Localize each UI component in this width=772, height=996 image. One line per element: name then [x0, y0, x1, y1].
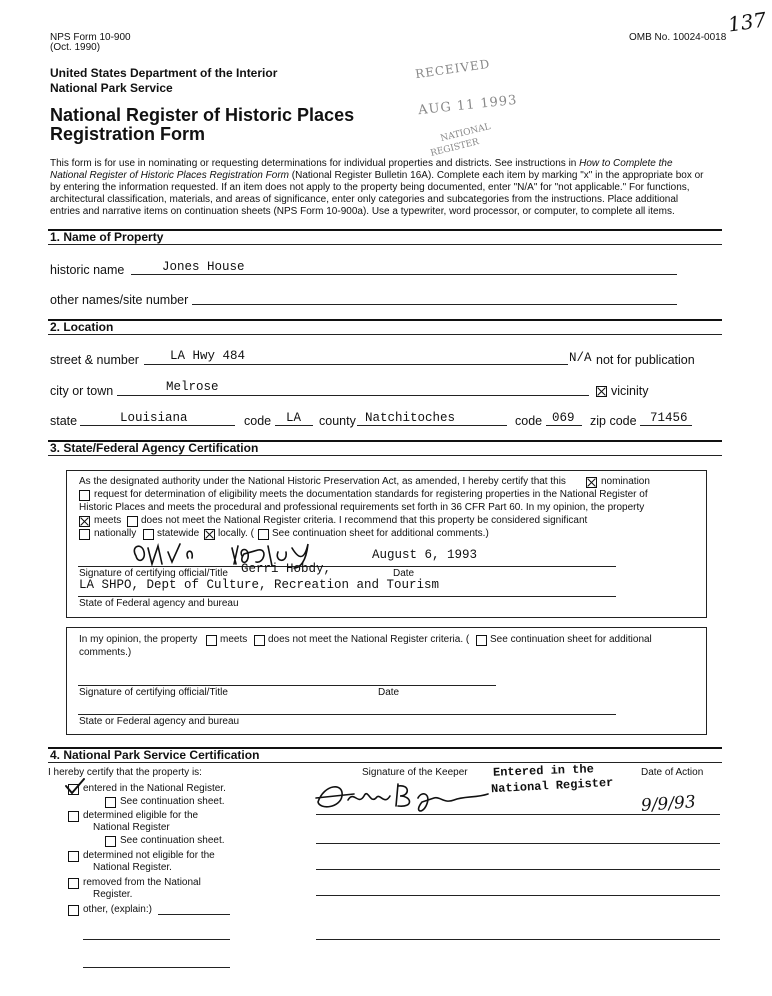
zip-label: zip code	[590, 414, 637, 428]
intro-line4: architectural classification, materials, and areas of significance, enter only categories and subcategories from the instructions. Place additional	[50, 194, 679, 205]
code2-value[interactable]: 069	[552, 411, 575, 425]
keeper-signature	[314, 778, 494, 814]
state-value[interactable]: Louisiana	[120, 411, 188, 425]
street-value[interactable]: LA Hwy 484	[170, 349, 246, 363]
state-label: state	[50, 414, 78, 428]
other-names-field	[192, 304, 677, 305]
code-label: code	[244, 414, 272, 428]
continuation-label: See continuation sheet for additional comments.)	[272, 528, 489, 539]
nationally-label: nationally	[94, 528, 137, 539]
entered-continuation-label: See continuation sheet.	[120, 796, 225, 807]
other-checkbox[interactable]	[68, 905, 79, 916]
historic-name-label: historic name	[50, 263, 125, 277]
cert-date-value[interactable]: August 6, 1993	[372, 548, 478, 562]
not-eligible-label: determined not eligible for the	[83, 850, 215, 861]
locally-label: locally. (	[218, 528, 254, 539]
opinion-line2: comments.)	[79, 647, 132, 658]
agency-value[interactable]: LA SHPO, Dept of Culture, Recreation and Tourism	[79, 578, 440, 592]
nomination-label: nomination	[601, 476, 650, 487]
date-of-action-value: 9/9/93	[640, 792, 697, 816]
agency-line	[78, 714, 616, 715]
received-stamp-date: AUG 11 1993	[417, 92, 519, 119]
not-eligible-checkbox[interactable]	[68, 851, 79, 862]
removed-checkbox[interactable]	[68, 878, 79, 889]
opinion-meets-label: meets	[220, 634, 248, 645]
statewide-label: statewide	[157, 528, 200, 539]
handwritten-page-number: 137	[726, 7, 768, 37]
other-explain-field	[158, 914, 230, 915]
historic-name-value[interactable]: Jones House	[162, 260, 245, 274]
entered-label: entered in the National Register.	[83, 783, 226, 794]
street-label: street & number	[50, 353, 139, 367]
keeper-signature-line	[316, 939, 720, 940]
county-field	[357, 425, 507, 426]
signer-name: Gerri Hobdy,	[241, 562, 332, 576]
code2-field	[546, 425, 582, 426]
entered-stamp-line1: Entered in the	[492, 762, 595, 780]
section3-title: 3. State/Federal Agency Certification	[50, 441, 259, 455]
intro-line2: National Register of Historic Places Registration Form (National Register Bulletin 16A). Complete each item by marking "x" in the appropriate box or	[50, 170, 704, 181]
omb-number: OMB No. 10024-0018	[629, 32, 727, 43]
stamp-national: NATIONAL	[439, 121, 492, 145]
cert-line4: does not meet the National Register criteria. I recommend that this property be considered significant	[141, 515, 588, 526]
date-label: Date	[378, 687, 400, 698]
zip-field	[640, 425, 692, 426]
opinion-continuation-checkbox[interactable]	[476, 635, 487, 646]
other-names-label: other names/site number	[50, 293, 189, 307]
form-title-line1: National Register of Historic Places	[50, 105, 355, 125]
state-field	[80, 425, 235, 426]
na-value[interactable]: N/A	[569, 351, 592, 365]
not-for-publication-label: not for publication	[596, 353, 695, 367]
other-explain-line	[83, 939, 230, 940]
cert-line3: Historic Places and meets the procedural and professional requirements set forth in 36 CFR Part 60. In my opinion, the property	[79, 502, 645, 513]
date-of-action-label: Date of Action	[641, 767, 704, 778]
form-title-line2: Registration Form	[50, 124, 206, 144]
agency-label: State of Federal agency and bureau	[79, 598, 239, 609]
opinion-meets-checkbox[interactable]	[206, 635, 217, 646]
section-underline	[48, 244, 722, 245]
signature-label: Signature of certifying official/Title	[79, 568, 228, 579]
entered-continuation-checkbox[interactable]	[105, 797, 116, 808]
city-label: city or town	[50, 384, 114, 398]
code2-label: code	[515, 414, 543, 428]
section-underline	[48, 762, 722, 763]
meets-label: meets	[94, 515, 122, 526]
intro-line5: entries and narrative items on continuation sheets (NPS Form 10-900a). Use a typewriter, word processor, or computer, to complete all items.	[50, 206, 675, 217]
removed-label-2: Register.	[93, 889, 133, 900]
signature-label: Signature of certifying official/Title	[79, 687, 228, 698]
other-explain-line	[83, 967, 230, 968]
agency: National Park Service	[50, 81, 173, 95]
received-stamp: RECEIVED	[414, 56, 492, 82]
cert-line1: As the designated authority under the National Historic Preservation Act, as amended, I hereby certify that this	[79, 476, 566, 487]
nomination-checkbox[interactable]	[586, 477, 597, 488]
removed-label: removed from the National	[83, 877, 201, 888]
opinion-continuation-label: See continuation sheet for additional	[490, 634, 652, 645]
signature-line	[78, 566, 616, 567]
county-label: county	[319, 414, 356, 428]
section2-title: 2. Location	[50, 320, 114, 334]
zip-value[interactable]: 71456	[650, 411, 688, 425]
keeper-signature-line	[316, 843, 720, 844]
county-value[interactable]: Natchitoches	[365, 411, 456, 425]
keeper-signature-line	[316, 895, 720, 896]
code-value[interactable]: LA	[286, 411, 302, 425]
nationally-checkbox[interactable]	[79, 529, 90, 540]
vicinity-checkbox[interactable]	[596, 386, 607, 397]
agency-label: State or Federal agency and bureau	[79, 716, 240, 727]
eligible-continuation-checkbox[interactable]	[105, 836, 116, 847]
cert-line2: request for determination of eligibility meets the documentation standards for registering properties in the National Register of	[94, 489, 648, 500]
stamp-register: REGISTER	[429, 137, 481, 159]
department: United States Department of the Interior	[50, 66, 278, 80]
meets-checkbox[interactable]	[79, 516, 90, 527]
agency-line	[78, 596, 616, 597]
section-underline	[48, 455, 722, 456]
intro-line1: This form is for use in nominating or requesting determinations for individual properties and districts. See instructions in How to Complete the	[50, 158, 673, 169]
determination-request-checkbox[interactable]	[79, 490, 90, 501]
eligible-label: determined eligible for the	[83, 810, 199, 821]
keeper-signature-line	[316, 869, 720, 870]
date-label: Date	[393, 568, 415, 579]
eligible-label-2: National Register	[93, 822, 170, 833]
signature-line	[78, 685, 496, 686]
section-underline	[48, 334, 722, 335]
intro-line3: by entering the information requested. If an item does not apply to the property being documented, enter "N/A" for "not applicable." For functions,	[50, 182, 690, 193]
section-divider	[48, 319, 722, 321]
does-not-meet-checkbox[interactable]	[127, 516, 138, 527]
section4-title: 4. National Park Service Certification	[50, 748, 260, 762]
street-field	[144, 364, 568, 365]
certify-label: I hereby certify that the property is:	[48, 767, 202, 778]
city-field	[117, 395, 589, 396]
form-number: NPS Form 10-900	[50, 32, 131, 43]
opinion-not-meet-label: does not meet the National Register criteria. (	[268, 634, 470, 645]
eligible-checkbox[interactable]	[68, 811, 79, 822]
city-value[interactable]: Melrose	[166, 380, 219, 394]
eligible-continuation-label: See continuation sheet.	[120, 835, 225, 846]
opinion-line1: In my opinion, the property	[79, 634, 198, 645]
keeper-signature-label: Signature of the Keeper	[362, 767, 468, 778]
keeper-signature-line	[316, 814, 720, 815]
opinion-not-meet-checkbox[interactable]	[254, 635, 265, 646]
section1-title: 1. Name of Property	[50, 230, 164, 244]
other-label: other, (explain:)	[83, 904, 152, 915]
entered-stamp-line2: National Register	[490, 775, 614, 797]
code-field	[275, 425, 313, 426]
historic-name-field	[131, 274, 677, 275]
form-date: (Oct. 1990)	[50, 42, 101, 53]
not-eligible-label-2: National Register.	[93, 862, 172, 873]
vicinity-label: vicinity	[611, 384, 649, 398]
